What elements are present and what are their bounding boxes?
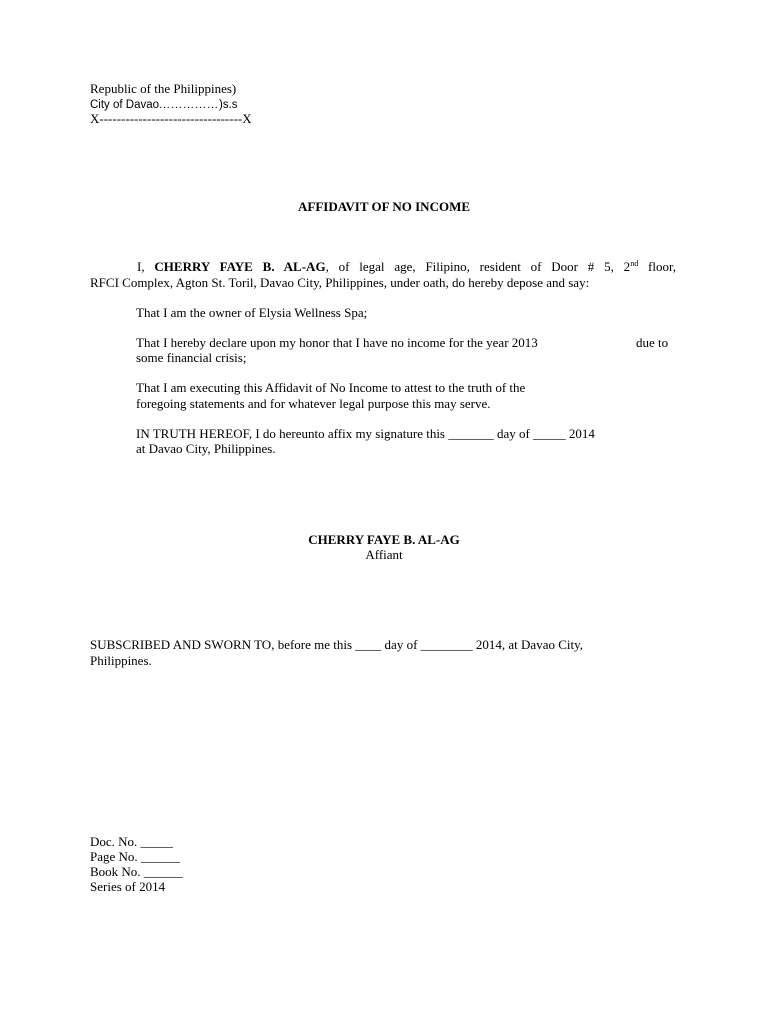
statement-signature-line-1: IN TRUTH HEREOF, I do hereunto affix my signature this _______ day of _____ 2014 bbox=[136, 426, 595, 441]
statement-owner: That I am the owner of Elysia Wellness Spa; bbox=[136, 305, 368, 320]
notarial-doc-no: Doc. No. _____ bbox=[90, 834, 174, 849]
venue-city-suffix: )s.s bbox=[219, 99, 238, 111]
statement-no-income-due: due to bbox=[636, 335, 669, 350]
notarial-page-no: Page No. ______ bbox=[90, 849, 180, 864]
statement-no-income-line-1: That I hereby declare upon my honor that I have no income for the year 2013 bbox=[136, 335, 538, 350]
notarial-book-no: Book No. ______ bbox=[90, 864, 183, 879]
jurat-line-2: Philippines. bbox=[90, 653, 152, 668]
venue-separator: X---------------------------------X bbox=[90, 111, 252, 126]
intro-line-2: RFCI Complex, Agton St. Toril, Davao City, Philippines, under oath, do hereby depose and say: bbox=[90, 275, 590, 290]
statement-signature-line-2: at Davao City, Philippines. bbox=[136, 441, 276, 456]
venue-city-label: City of Davao bbox=[90, 99, 160, 111]
affiant-name-signature: CHERRY FAYE B. AL-AG bbox=[308, 532, 460, 547]
document-title: AFFIDAVIT OF NO INCOME bbox=[297, 199, 471, 214]
affiant-name-intro: CHERRY FAYE B. AL-AG bbox=[154, 259, 326, 274]
intro-mid: , of legal age, Filipino, resident of Door # 5, 2 bbox=[325, 259, 631, 274]
intro-end: floor, bbox=[638, 259, 676, 274]
statement-purpose-line-2: foregoing statements and for whatever legal purpose this may serve. bbox=[136, 396, 491, 411]
venue-country: Republic of the Philippines) bbox=[90, 81, 237, 96]
statement-purpose-line-1: That I am executing this Affidavit of No Income to attest to the truth of the bbox=[136, 380, 526, 395]
affiant-role: Affiant bbox=[365, 547, 403, 562]
jurat-line-1: SUBSCRIBED AND SWORN TO, before me this ____ day of ________ 2014, at Davao City, bbox=[90, 637, 584, 652]
notarial-series: Series of 2014 bbox=[90, 879, 166, 894]
intro-superscript: nd bbox=[630, 259, 639, 268]
statement-no-income-line-2: some financial crisis; bbox=[136, 350, 247, 365]
intro-prefix: I, bbox=[137, 259, 145, 274]
intro-line-1 bbox=[90, 259, 676, 274]
venue-city-dots: …………… bbox=[159, 99, 220, 111]
